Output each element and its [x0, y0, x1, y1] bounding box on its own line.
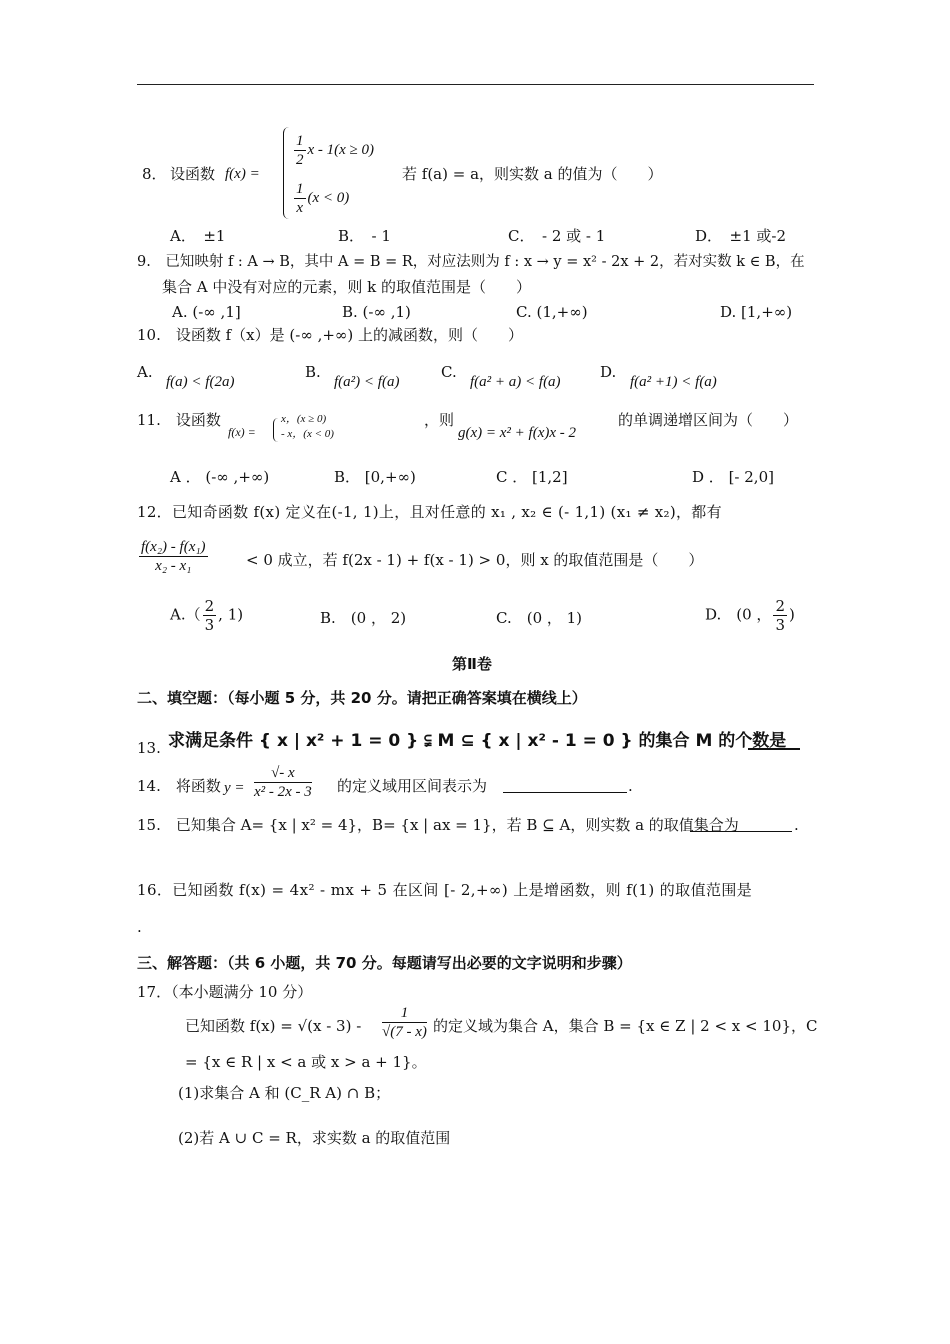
q8-stem: 设函数 — [170, 165, 216, 183]
q16-line-1: 16．已知函数 f(x) = 4x² - mx + 5 在区间 [- 2,+∞) 上是增函数，则 f(1) 的取值范围是 — [137, 881, 753, 899]
q10-label-c: C. — [441, 363, 457, 381]
q17-fraction: $\frac{1}{√(7 - x)}$ — [382, 1005, 427, 1040]
q8-number: 8． — [142, 165, 167, 183]
q8-option-c: C． - 2 或 - 1 — [508, 227, 606, 245]
q9-option-d: D. [1,+∞) — [720, 303, 793, 321]
q12-option-a: A.（ $\frac{2}{3}$ , 1) — [170, 597, 244, 634]
q8-option-b: B． - 1 — [338, 227, 391, 245]
q14-end: . — [628, 777, 633, 795]
q9-line-2: 集合 A 中没有对应的元素，则 k 的取值范围是（ ） — [162, 278, 531, 296]
q17-heading: 17．（本小题满分 10 分） — [137, 983, 313, 1001]
q11-option-b: B． [0,+∞) — [334, 468, 416, 486]
q8-function: f(x) = — [225, 166, 260, 182]
q11-piece-2: - x，(x < 0) — [281, 428, 334, 440]
q14-y: y = — [224, 780, 245, 796]
q17-part-2: (2)若 A ∪ C = R，求实数 a 的取值范围 — [178, 1129, 451, 1147]
q11-tail: 的单调递增区间为（ ） — [618, 411, 799, 429]
q11-option-d: D ． [- 2,0] — [692, 468, 774, 486]
q12-fraction: $\frac{\text{f(x₂) - f(x₁)}}{\text{x₂ - x₁}}$ — [141, 539, 206, 574]
q14-fraction: $\frac{√- x}{\text{x² - 2x - 3}}$ — [254, 765, 312, 800]
q9-line-1: 9. 已知映射 f : A → B，其中 A = B = R，对应法则为 f : x → y = x² - 2x + 2，若对实数 k ∈ B，在 — [137, 254, 805, 270]
q8-case-2: $\frac{1}{x}$ (x < 0) — [296, 181, 350, 216]
q15-text: 15. 已知集合 A= {x | x² = 4}，B= {x | ax = 1}，若 B ⊆ A，则实数 a 的取值集合为 — [137, 816, 739, 834]
q17-part-1: (1)求集合 A 和 (C_R A) ∩ B； — [178, 1084, 391, 1102]
q11-brace — [273, 418, 280, 442]
q13-number: 13. — [137, 739, 161, 757]
q11-piece-1: x，(x ≥ 0) — [281, 413, 327, 425]
q15-end: . — [794, 816, 799, 834]
q11-option-a: A ． (-∞ ,+∞) — [170, 468, 270, 486]
q14-answer-blank[interactable] — [503, 792, 627, 793]
q14-prefix: 14. 将函数 — [137, 777, 221, 795]
q13-answer-blank[interactable] — [748, 748, 800, 750]
q12-line-1: 12．已知奇函数 f(x) 定义在(-1, 1)上，且对任意的 x₁ , x₂ ∈ (- 1,1) (x₁ ≠ x₂)，都有 — [137, 503, 722, 521]
q17-line-2: = {x ∈ R | x < a 或 x > a + 1}。 — [185, 1053, 427, 1071]
q11-mid: ，则 — [424, 411, 455, 429]
q10-option-c: f(a² + a) < f(a) — [470, 374, 561, 390]
q12-line-2: < 0 成立，若 f(2x - 1) + f(x - 1) > 0，则 x 的取值范围是（ ） — [246, 551, 704, 569]
q10-label-d: D. — [600, 363, 617, 381]
q10-option-b: f(a²) < f(a) — [334, 374, 400, 390]
q17-line-1-prefix: 已知函数 f(x) = √(x - 3) - — [185, 1017, 362, 1035]
q10-option-a: f(a) < f(2a) — [166, 374, 235, 390]
header-rule — [137, 84, 814, 85]
section-3-heading: 三、解答题：（共 6 小题，共 70 分。每题请写出必要的文字说明和步骤） — [137, 954, 632, 972]
q10-stem: 10. 设函数 f（x）是 (-∞ ,+∞) 上的减函数，则（ ） — [137, 326, 524, 344]
q16-line-2: . — [137, 918, 142, 936]
q12-option-c: C. (0 ， 1) — [496, 609, 583, 627]
q13-text: 求满足条件 { x | x² + 1 = 0 } ⫋ M ⊆ { x | x² - 1 = 0 } 的集合 M 的个数是 — [168, 731, 787, 751]
q14-post: 的定义域用区间表示为 — [337, 777, 488, 795]
q8-condition: 若 f(a) = a，则实数 a 的值为（ ） — [402, 165, 663, 183]
q11-f-label: f(x) = — [228, 425, 256, 439]
q8-brace — [283, 127, 292, 219]
part-2-title: 第Ⅱ卷 — [452, 655, 492, 673]
q11-stem: 11. 设函数 — [137, 411, 221, 429]
q17-line-1-post: 的定义域为集合 A，集合 B = {x ∈ Z | 2 < x < 10}，C — [433, 1017, 818, 1035]
q9-option-a: A. (-∞ ,1] — [172, 303, 241, 321]
q8-case-1: $\frac{1}{2}$ x - 1(x ≥ 0) — [296, 133, 375, 168]
q8-option-d: D． ±1 或-2 — [695, 227, 787, 245]
q8-option-a: A． ±1 — [170, 227, 226, 245]
q10-label-b: B. — [305, 363, 321, 381]
q9-option-b: B. (-∞ ,1) — [342, 303, 411, 321]
q10-option-d: f(a² +1) < f(a) — [630, 374, 717, 390]
q11-option-c: C ． [1,2] — [496, 468, 568, 486]
q10-label-a: A. — [137, 363, 153, 381]
section-2-heading: 二、填空题：（每小题 5 分，共 20 分。请把正确答案填在横线上） — [137, 689, 587, 707]
q15-answer-blank[interactable] — [690, 831, 792, 832]
q12-option-b: B. (0 ， 2) — [320, 609, 407, 627]
q11-g-function: g(x) = x² + f(x)x - 2 — [458, 425, 577, 441]
q12-option-d: D. (0 ， $\frac{2}{3}$ ) — [705, 597, 795, 634]
q9-option-c: C. (1,+∞) — [516, 303, 588, 321]
